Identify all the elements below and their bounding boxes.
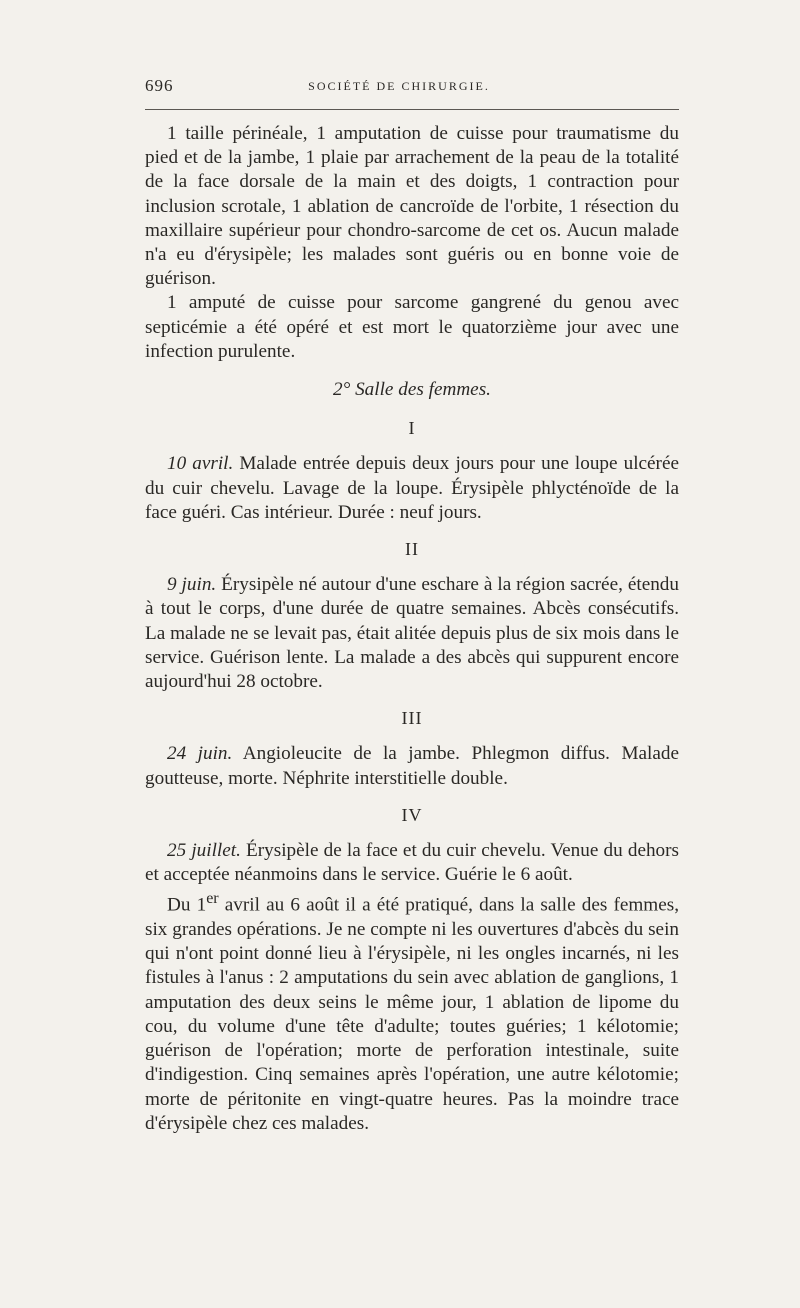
closing-superscript: er <box>206 890 219 908</box>
case-numeral: III <box>401 708 423 729</box>
case-entry <box>145 839 679 887</box>
case-entry <box>145 742 679 790</box>
case-text: Angioleucite de la jambe. Phlegmon diffus. Malade goutteuse, morte. Néphrite interstitielle double. <box>145 743 679 789</box>
case-date: 9 juin. <box>167 574 217 596</box>
case-text: Érysipèle né autour d'une eschare à la région sacrée, étendu à tout le corps, d'une durée de quatre semaines. Abcès consécutifs. La malade ne se levait pas, était alitée depuis plus de six mois dans le service. Guérison lente. La malade a des abcès qui suppurent encore aujourd'hui 28 octobre. <box>145 574 679 693</box>
case-numeral: II <box>405 539 419 560</box>
page-number: 696 <box>145 76 174 95</box>
paragraph-operations-list: 1 taille périnéale, 1 amputation de cuisse pour traumatisme du pied et de la jambe, 1 plaie par arrachement de la peau de la totalité de la face dorsale de la main et des doigts, 1 contraction pour inclusion scrotale, 1 ablation de cancroïde de l'orbite, 1 résection du maxillaire supérieur pour chondro-sarcome de cet os. Aucun malade n'a eu d'érysipèle; les malades sont guéris ou en bonne voie de guérison. <box>145 123 679 290</box>
case-text: Malade entrée depuis deux jours pour une loupe ulcérée du cuir chevelu. Lavage de la loupe. Érysipèle phlycténoïde de la face guéri. Cas intérieur. Durée : neuf jours. <box>145 453 679 523</box>
closing-text: avril au 6 août il a été pratiqué, dans la salle des femmes, six grandes opérations. Je ne compte ni les ouvertures d'abcès du sein qui n'ont point donné lieu à l'érysipèle, ni les ongles incarnés, ni les fistules à l'anus : 2 amputations du sein avec ablation de ganglions, 1 amputation des deux seins le même jour, 1 ablation de lipome du cou, du volume d'une tête d'adulte; toutes guéries; 1 kélotomie; guérison de l'opération; morte de perforation intestinale, suite d'indigestion. Cinq semaines après l'opération, une autre kélotomie; morte de péritonite en vingt-quatre heures. Pas la moindre trace d'érysipèle chez ces malades. <box>145 894 679 1134</box>
closing-paragraph <box>145 887 679 1135</box>
case-date: 10 avril. <box>167 453 234 475</box>
page-body <box>145 122 679 1136</box>
running-title: SOCIÉTÉ DE CHIRURGIE. <box>308 79 490 93</box>
case-date: 25 juillet. <box>167 840 241 862</box>
case-numeral: IV <box>401 804 423 825</box>
section-title <box>145 378 679 402</box>
closing-lead: Du 1 <box>167 894 207 916</box>
case-date: 24 juin. <box>167 743 233 765</box>
case-text: Érysipèle de la face et du cuir chevelu. Venue du dehors et acceptée néanmoins dans le service. Guérie le 6 août. <box>145 840 680 886</box>
case-entry <box>145 452 679 525</box>
header-rule <box>145 109 679 110</box>
paragraph-amputee: 1 amputé de cuisse pour sarcome gangrené du genou avec septicémie a été opéré et est mort le quatorzième jour avec une infection purulente. <box>145 292 679 362</box>
section-title-text: 2° Salle des femmes. <box>333 379 491 401</box>
case-numeral: I <box>408 418 416 439</box>
case-entry <box>145 573 679 694</box>
page-header <box>145 76 653 100</box>
